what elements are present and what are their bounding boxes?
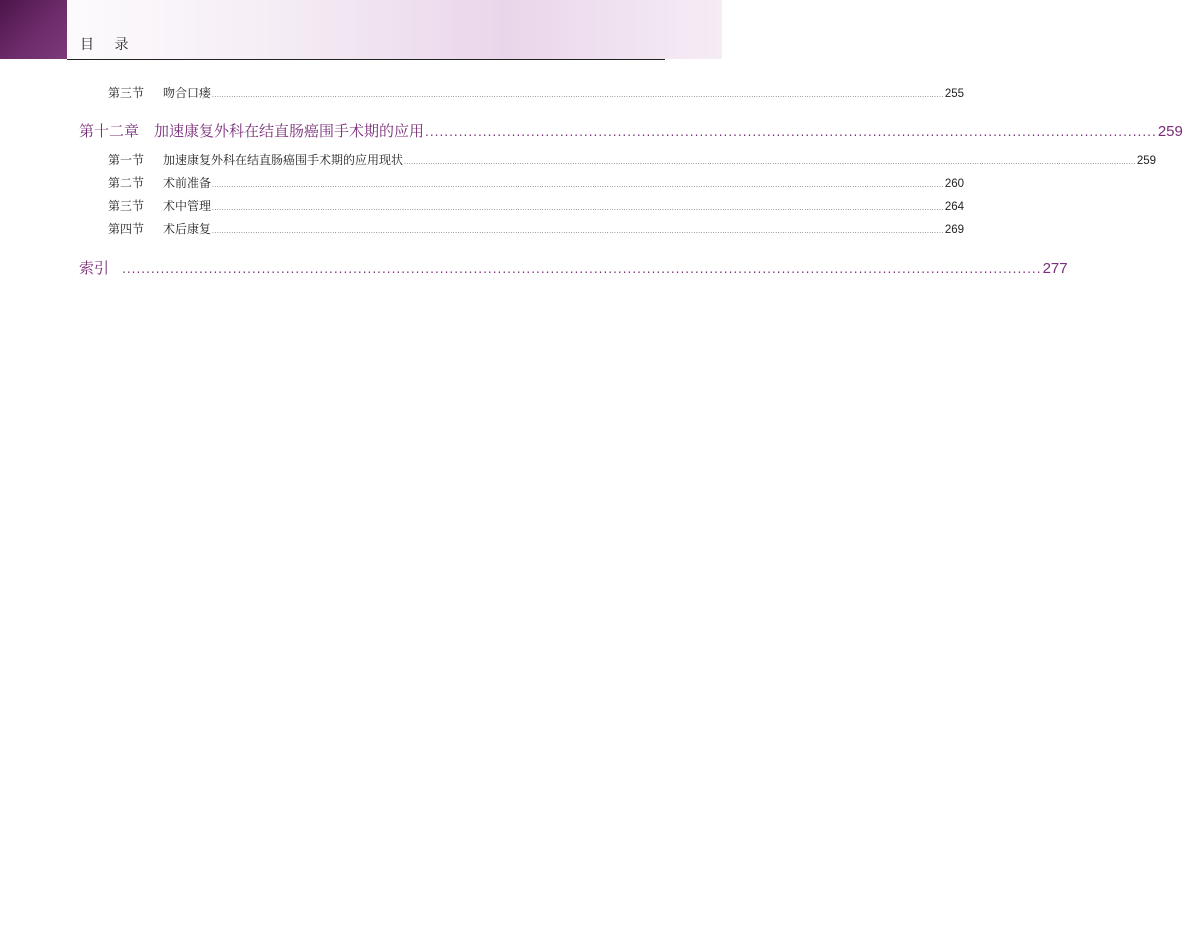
dot-leader: ................................................................................................................................................................................................................................................................................................................ — [212, 205, 944, 212]
section-number: 第三节 — [108, 86, 145, 100]
dot-leader: ................................................................................................................................................................................................................................................................................................................ — [404, 159, 1136, 166]
corner-decoration — [0, 0, 67, 59]
chapter-title: 加速康复外科在结直肠癌围手术期的应用 — [154, 122, 425, 140]
page-number: 269 — [944, 224, 964, 236]
page-number: 260 — [944, 178, 964, 190]
section-title: 术中管理 — [163, 199, 212, 213]
section-title: 吻合口瘘 — [163, 86, 212, 100]
toc-entry-section[interactable] — [108, 174, 964, 191]
dot-leader: ................................................................................................................................................................................................................................................................................................................ — [212, 228, 944, 235]
page-number: 255 — [944, 88, 964, 100]
page-number: 259 — [1136, 155, 1156, 167]
section-number: 第一节 — [108, 153, 145, 167]
chapter-number: 第十二章 — [79, 122, 140, 140]
page-header-title: 目 录 — [80, 37, 137, 53]
dot-leader: ............................................................................................................................................................................................... — [122, 262, 1042, 276]
header-divider — [67, 59, 665, 60]
section-number: 第三节 — [108, 199, 145, 213]
toc-entry-section[interactable] — [108, 84, 964, 101]
index-label: 索引 — [79, 259, 110, 277]
section-number: 第四节 — [108, 222, 145, 236]
page-number: 277 — [1042, 260, 1068, 277]
dot-leader: ................................................................................................................................................................................................................................................................................................................ — [212, 92, 944, 99]
toc-entry-index[interactable] — [79, 257, 1068, 278]
section-title: 术后康复 — [163, 222, 212, 236]
dot-leader: ........................................................................................................................................................ — [425, 125, 1157, 139]
dot-leader: ................................................................................................................................................................................................................................................................................................................ — [212, 182, 944, 189]
toc-entry-chapter[interactable] — [79, 120, 1183, 141]
toc-entry-section[interactable] — [108, 151, 1156, 168]
page-number: 264 — [944, 201, 964, 213]
section-title: 术前准备 — [163, 176, 212, 190]
section-number: 第二节 — [108, 176, 145, 190]
section-title: 加速康复外科在结直肠癌围手术期的应用现状 — [163, 153, 404, 167]
toc-entry-section[interactable] — [108, 220, 964, 237]
toc-entry-section[interactable] — [108, 197, 964, 214]
page-number: 259 — [1157, 123, 1183, 140]
